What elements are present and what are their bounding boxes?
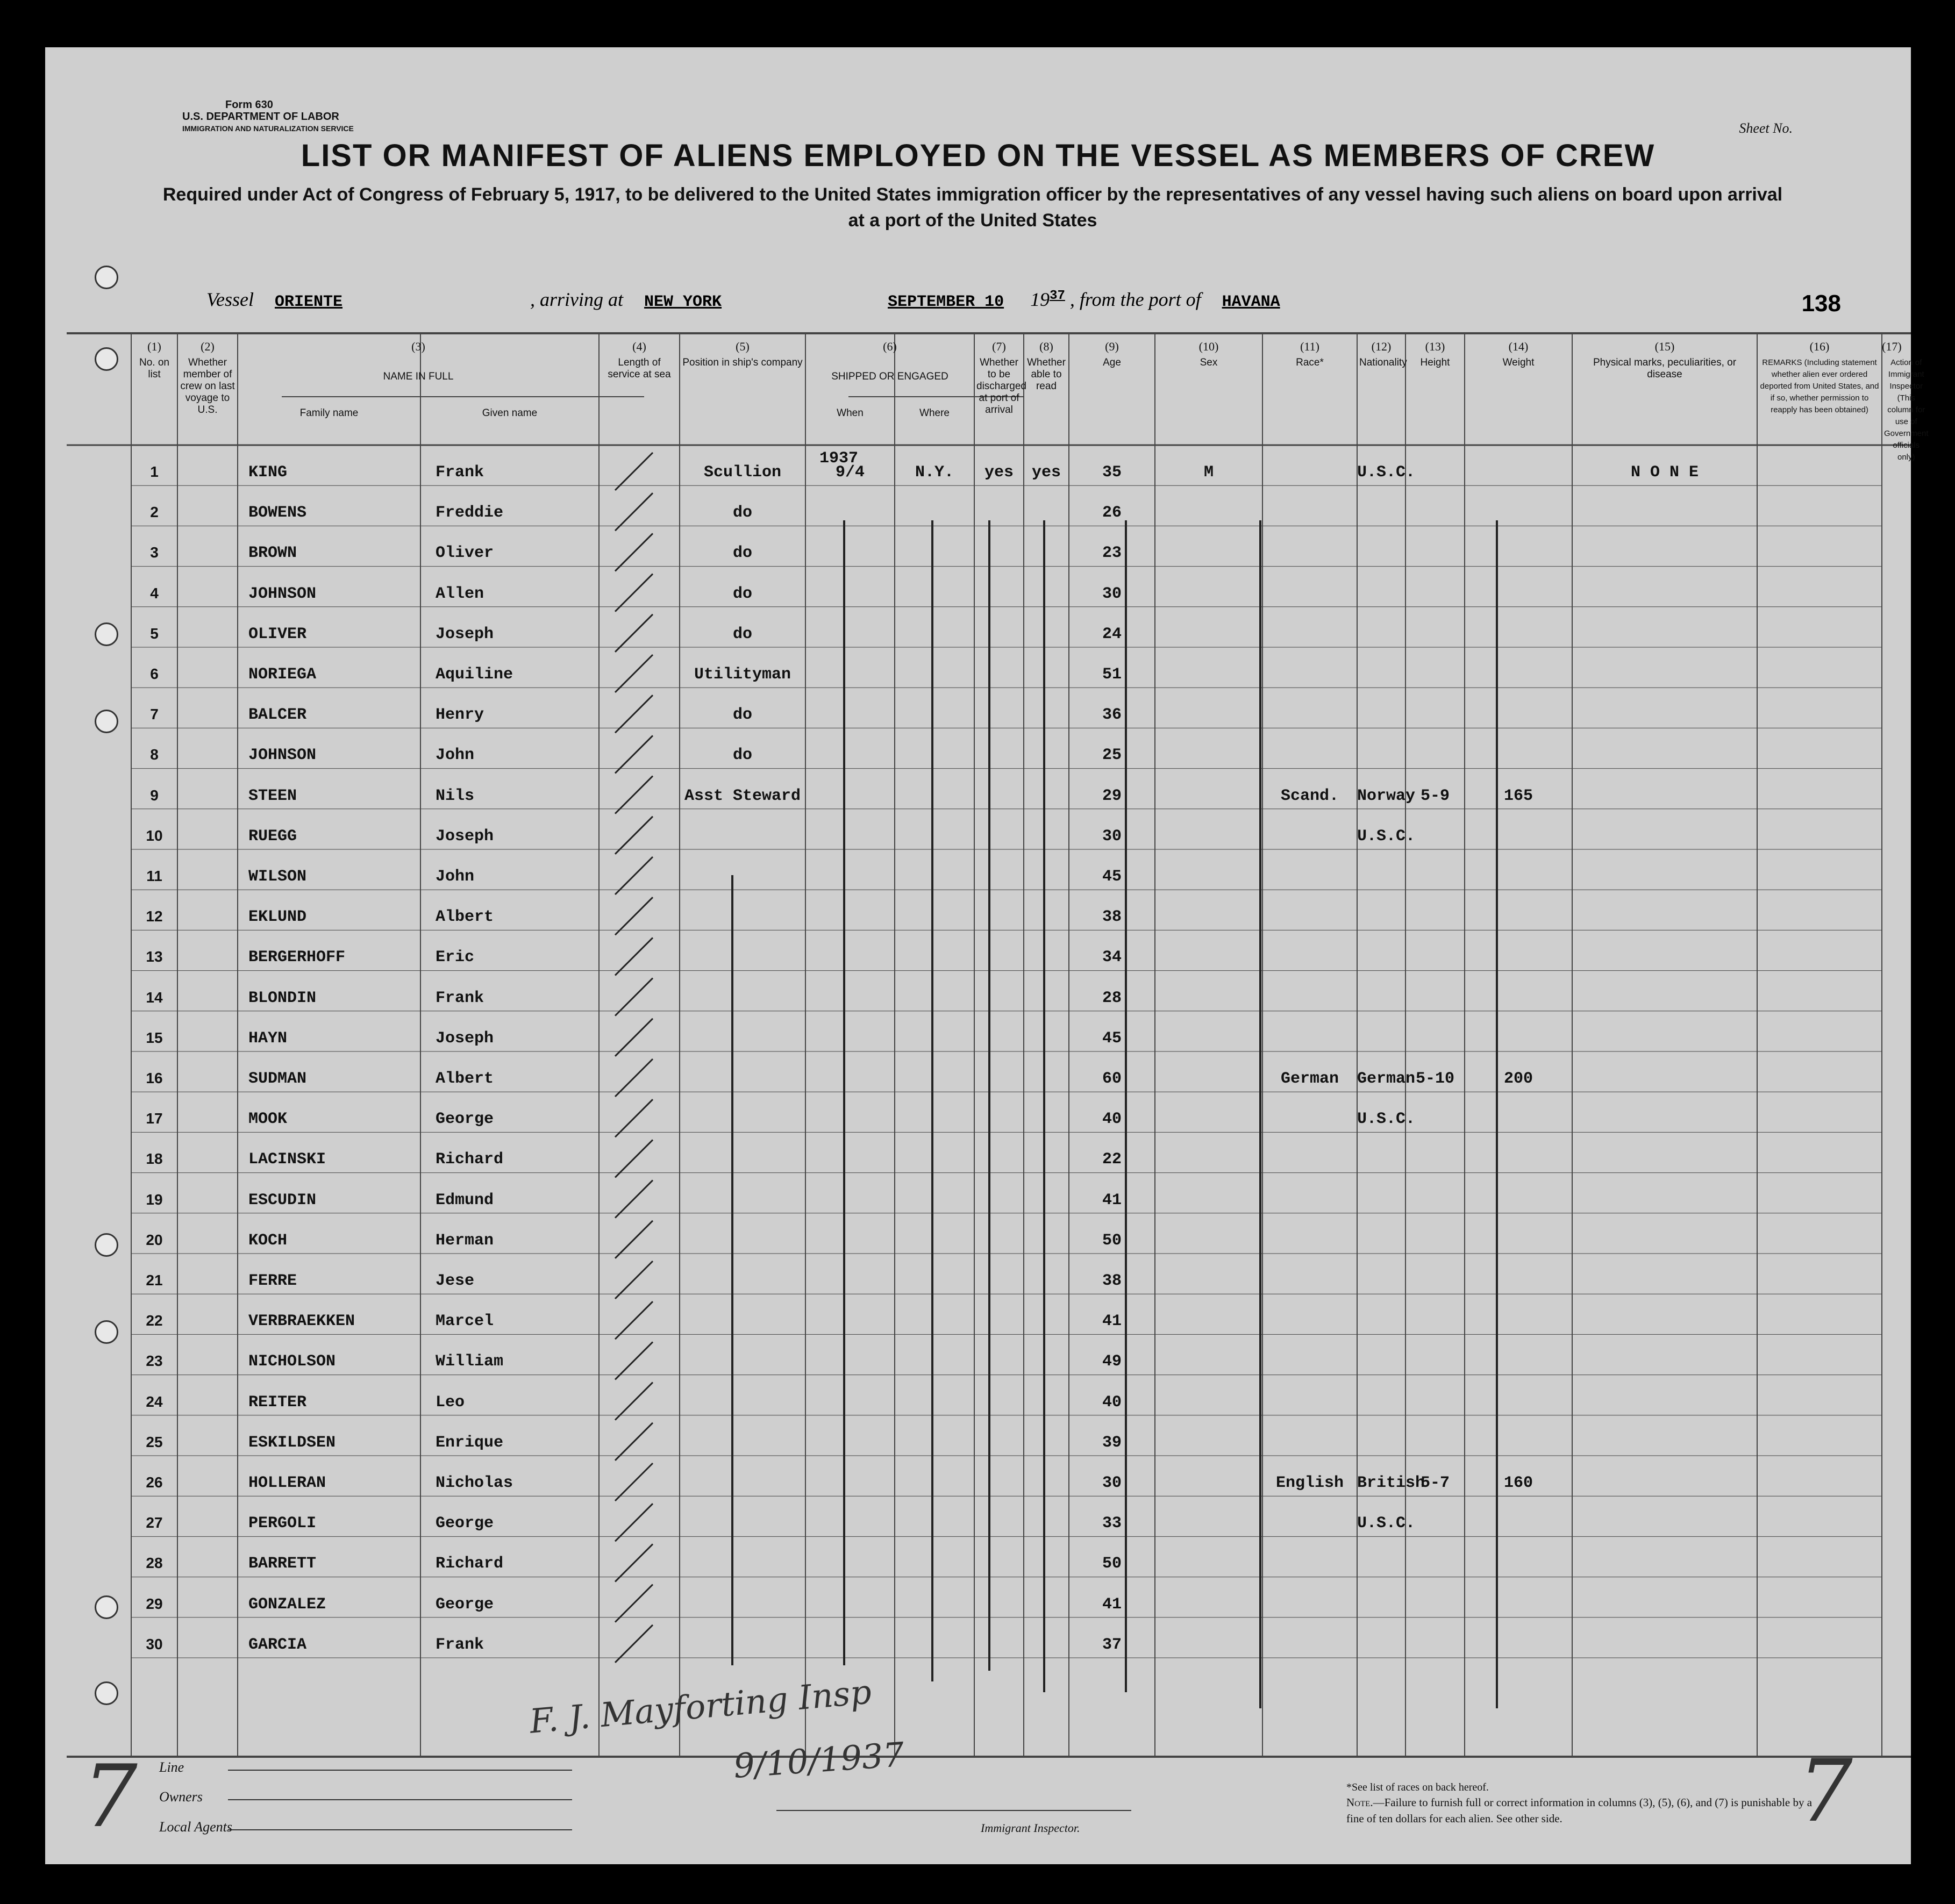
column-number: (8) [1039,340,1053,353]
service-check-mark [615,655,653,692]
row-position: Utilityman [694,665,791,684]
page-subtitle: Required under Act of Congress of February 5, 1917, to be delivered to the United States immigration officer by the representatives of any vessel having such aliens on board upon arrival at a port of the United States [162,184,1783,231]
row-height: 5-9 [1420,786,1450,805]
row-no: 23 [146,1352,163,1370]
service-check-mark [615,776,653,814]
row-no: 9 [150,786,159,804]
row-given: Marcel [436,1312,494,1331]
year-prefix: 19 [1030,289,1050,310]
service-check-mark [615,614,653,652]
service-check-mark [615,1099,653,1137]
binder-hole [95,347,118,371]
vessel-name: ORIENTE [274,293,343,311]
service-check-mark [615,1463,653,1501]
service-check-mark [615,1504,653,1541]
row-family: NICHOLSON [248,1352,336,1371]
tally-mark-left: 7 [83,1746,138,1846]
row-given: John [436,746,475,765]
row-given: Leo [436,1393,465,1412]
row-no: 13 [146,948,163,965]
column-number: (2) [201,340,215,353]
departure-port: HAVANA [1222,293,1280,311]
row-age: 22 [1102,1150,1122,1169]
row-given: Frank [436,463,484,482]
row-no: 6 [150,665,159,682]
row-given: George [436,1595,494,1614]
department-name: U.S. DEPARTMENT OF LABOR [182,111,339,123]
column-header: Weight [1502,357,1535,368]
row-position: Scullion [703,463,782,482]
row-position: do [732,625,752,643]
column-number: (15) [1654,340,1675,353]
row-where: N.Y. [915,463,954,482]
service-check-mark [615,1625,653,1663]
row-age: 30 [1102,827,1122,846]
row-family: VERBRAEKKEN [248,1312,355,1331]
row-family: EKLUND [248,908,307,927]
note-text: —Failure to furnish full or correct information in columns (3), (5), (6), and (7) is punishable by a fine of ten dollars for each alien. See other side. [1346,1796,1813,1825]
row-no: 18 [146,1150,163,1168]
note-label: Note. [1346,1796,1373,1809]
column-number: (11) [1300,340,1319,353]
row-given: Frank [436,989,484,1007]
row-no: 22 [146,1312,163,1329]
row-no: 14 [146,989,163,1006]
row-given: Enrique [436,1433,504,1452]
row-given: George [436,1110,494,1129]
manifest-sheet [45,47,1929,1864]
row-position: do [732,706,752,725]
column-header: Position in ship's company [682,357,803,368]
row-age: 40 [1102,1110,1122,1129]
row-family: MOOK [248,1110,288,1129]
service-check-mark [615,1059,653,1097]
row-age: 35 [1102,463,1122,482]
service-check-mark [615,1301,653,1339]
row-given: Joseph [436,1029,494,1048]
row-given: Nicholas [436,1474,513,1492]
row-nationality: U.S.C. [1357,1514,1416,1533]
row-family: REITER [248,1393,307,1412]
row-height: 5-7 [1420,1474,1450,1492]
row-given: Herman [436,1231,494,1250]
binder-hole [95,1681,118,1705]
row-age: 40 [1102,1393,1122,1412]
row-no: 10 [146,827,163,844]
row-nationality: German [1357,1070,1416,1088]
row-family: LACINSKI [248,1150,326,1169]
column-header: Sex [1200,357,1218,368]
column-number: (6) [883,340,897,353]
subheader-given: Given name [482,407,538,419]
row-given: Albert [436,908,494,927]
owners-label: Owners [159,1789,203,1805]
row-discharged: yes [984,463,1014,482]
column-number: (3) [411,340,425,353]
year-note: 1937 [819,449,859,468]
column-header: Whether able to read [1027,357,1066,392]
column-number: (13) [1425,340,1445,353]
service-name: IMMIGRATION AND NATURALIZATION SERVICE [182,124,354,133]
row-no: 7 [150,706,159,723]
vessel-line [206,288,1280,311]
row-age: 30 [1102,584,1122,603]
column-number: (14) [1508,340,1529,353]
row-given: Joseph [436,827,494,846]
service-check-mark [615,897,653,935]
row-no: 2 [150,504,159,521]
row-given: Oliver [436,544,494,563]
row-family: KING [248,463,288,482]
row-family: WILSON [248,868,307,886]
row-race: German [1280,1070,1339,1088]
row-given: Edmund [436,1191,494,1209]
column-number: (7) [992,340,1006,353]
binder-hole [95,266,118,289]
row-given: Eric [436,948,475,967]
row-family: RUEGG [248,827,297,846]
row-no: 11 [146,868,162,884]
service-check-mark [615,1221,653,1258]
service-check-mark [615,574,653,612]
column-number: (16) [1809,340,1830,353]
row-weight: 200 [1503,1070,1533,1088]
row-position: do [732,504,752,522]
races-note: *See list of races on back hereof. [1346,1781,1489,1793]
column-header: Physical marks, peculiarities, or disease [1593,357,1737,380]
row-family: BALCER [248,706,307,725]
column-header: Nationality [1359,357,1407,368]
immigrant-inspector-label: Immigrant Inspector. [981,1821,1080,1835]
row-given: George [436,1514,494,1533]
row-age: 38 [1102,1272,1122,1290]
row-no: 1 [150,463,159,480]
form-number: Form 630 [225,99,273,111]
row-nationality: Norway [1357,786,1416,805]
row-age: 30 [1102,1474,1122,1492]
row-age: 29 [1102,786,1122,805]
column-number: (9) [1105,340,1119,353]
subheader-when: When [837,407,864,419]
row-family: PERGOLI [248,1514,317,1533]
row-family: BOWENS [248,504,307,522]
column-header: Height [1420,357,1450,368]
arrival-port: NEW YORK [644,293,722,311]
subheader-where: Where [919,407,950,419]
row-age: 41 [1102,1191,1122,1209]
signature-date: 9/10/1937 [732,1735,906,1786]
row-given: Richard [436,1555,504,1573]
column-number: (1) [147,340,161,353]
page-title: LIST OR MANIFEST OF ALIENS EMPLOYED ON THE VESSEL AS MEMBERS OF CREW [301,138,1656,173]
binder-hole [95,1595,118,1619]
binder-hole [95,710,118,733]
row-position: do [732,746,752,765]
from-label: , from the port of [1069,289,1201,310]
row-age: 45 [1102,868,1122,886]
row-race: English [1275,1474,1344,1492]
row-age: 49 [1102,1352,1122,1371]
row-given: John [436,868,475,886]
sheet-number: 138 [1801,290,1841,317]
service-check-mark [615,978,653,1016]
arriving-label: , arriving at [530,289,624,310]
row-no: 30 [146,1635,163,1652]
row-given: Freddie [436,504,504,522]
row-age: 36 [1102,706,1122,725]
column-number: (4) [632,340,646,353]
row-family: BERGERHOFF [248,948,346,967]
row-family: BROWN [248,544,297,563]
row-family: GONZALEZ [248,1595,326,1614]
row-family: HAYN [248,1029,288,1048]
row-family: JOHNSON [248,584,317,603]
row-no: 12 [146,908,163,925]
row-height: 5-10 [1415,1070,1454,1088]
column-number: (12) [1371,340,1392,353]
row-given: Henry [436,706,484,725]
column-header: Whether to be discharged at port of arrival [976,357,1026,416]
row-age: 33 [1102,1514,1122,1533]
service-check-mark [615,857,653,894]
row-no: 17 [146,1110,163,1127]
row-family: BARRETT [248,1555,317,1573]
row-no: 26 [146,1474,163,1491]
penalty-note [1346,1794,1830,1827]
subheader-family: Family name [299,407,359,419]
row-position: Asst Steward [684,786,801,805]
service-check-mark [615,1261,653,1299]
service-check-mark [615,937,653,975]
row-given: Frank [436,1635,484,1654]
row-no: 20 [146,1231,163,1248]
row-age: 50 [1102,1555,1122,1573]
row-given: William [436,1352,504,1371]
row-no: 25 [146,1433,163,1450]
row-family: ESCUDIN [248,1191,317,1209]
row-when: 9/4 [835,463,865,482]
row-no: 16 [146,1070,163,1086]
row-given: Jese [436,1272,475,1290]
row-family: OLIVER [248,625,307,643]
line-label: Line [159,1759,184,1775]
row-no: 4 [150,584,159,602]
service-check-mark [615,533,653,571]
column-header: SHIPPED OR ENGAGED [831,371,948,382]
row-no: 28 [146,1555,163,1572]
service-check-mark [615,1342,653,1379]
row-no: 15 [146,1029,163,1046]
binder-hole [95,1233,118,1257]
service-check-mark [615,695,653,733]
row-marks: N O N E [1630,463,1699,482]
row-family: FERRE [248,1272,297,1290]
row-nationality: U.S.C. [1357,1110,1416,1129]
row-age: 28 [1102,989,1122,1007]
row-age: 23 [1102,544,1122,563]
column-header: Race* [1296,357,1324,368]
service-check-mark [615,1544,653,1581]
row-age: 50 [1102,1231,1122,1250]
row-weight: 165 [1503,786,1533,805]
column-number: (10) [1198,340,1219,353]
row-nationality: U.S.C. [1357,827,1416,846]
row-family: BLONDIN [248,989,317,1007]
row-age: 25 [1102,746,1122,765]
row-age: 51 [1102,665,1122,684]
row-family: NORIEGA [248,665,317,684]
inspector-signature: F. J. Mayforting Insp [528,1672,873,1741]
row-family: HOLLERAN [248,1474,326,1492]
column-number: (17) [1882,340,1902,353]
service-check-mark [615,817,653,854]
row-age: 26 [1102,504,1122,522]
row-age: 41 [1102,1312,1122,1331]
row-age: 60 [1102,1070,1122,1088]
row-age: 34 [1102,948,1122,967]
row-race: Scand. [1280,786,1339,805]
row-no: 21 [146,1272,163,1289]
row-no: 29 [146,1595,163,1612]
row-family: JOHNSON [248,746,317,765]
row-age: 24 [1102,625,1122,643]
row-family: KOCH [248,1231,288,1250]
service-check-mark [615,1585,653,1622]
row-no: 27 [146,1514,163,1531]
row-given: Aquiline [436,665,513,684]
row-age: 39 [1102,1433,1122,1452]
column-header: Age [1103,357,1121,368]
service-check-mark [615,1140,653,1177]
binder-hole [95,622,118,646]
row-read: yes [1031,463,1061,482]
row-given: Joseph [436,625,494,643]
local-agents-label: Local Agents [159,1819,233,1835]
arrival-date: SEPTEMBER 10 [888,293,1004,311]
row-position: do [732,544,752,563]
column-header: NAME IN FULL [383,371,454,382]
tally-mark-right: 7 [1798,1741,1853,1841]
service-check-mark [615,735,653,773]
form-header-block [182,99,354,134]
row-weight: 160 [1503,1474,1533,1492]
column-header: No. on list [139,357,169,380]
row-nationality: British [1357,1474,1425,1492]
row-family: STEEN [248,786,297,805]
vessel-label: Vessel [206,289,254,310]
arrival-year: 37 [1050,289,1065,303]
service-check-mark [615,1423,653,1461]
row-family: ESKILDSEN [248,1433,336,1452]
row-family: SUDMAN [248,1070,307,1088]
service-check-mark [615,1180,653,1218]
row-age: 41 [1102,1595,1122,1614]
service-check-mark [615,453,653,490]
row-age: 45 [1102,1029,1122,1048]
row-no: 3 [150,544,159,561]
row-family: GARCIA [248,1635,307,1654]
row-sex: M [1203,463,1214,482]
column-header: Length of service at sea [608,357,671,380]
row-no: 8 [150,746,159,763]
column-header: Whether member of crew on last voyage to U.S. [180,357,235,416]
binder-hole [95,1320,118,1344]
row-given: Nils [436,786,475,805]
column-number: (5) [736,340,750,353]
row-position: do [732,584,752,603]
row-no: 19 [146,1191,163,1208]
row-no: 5 [150,625,159,642]
column-header: REMARKS (Including statement whether alien ever ordered deported from United States, and if so, whether permission to reapply has been obtained) [1760,358,1879,414]
row-nationality: U.S.C. [1357,463,1416,482]
row-given: Albert [436,1070,494,1088]
service-check-mark [615,493,653,531]
column-header: Action of Immigrant Inspector (This column for use of Government officials only) [1884,358,1929,462]
row-no: 24 [146,1393,163,1410]
row-given: Allen [436,584,484,603]
row-given: Richard [436,1150,504,1169]
row-age: 37 [1102,1635,1122,1654]
row-age: 38 [1102,908,1122,927]
sheet-no-label: Sheet No. [1739,120,1793,136]
service-check-mark [615,1383,653,1420]
service-check-mark [615,1019,653,1056]
